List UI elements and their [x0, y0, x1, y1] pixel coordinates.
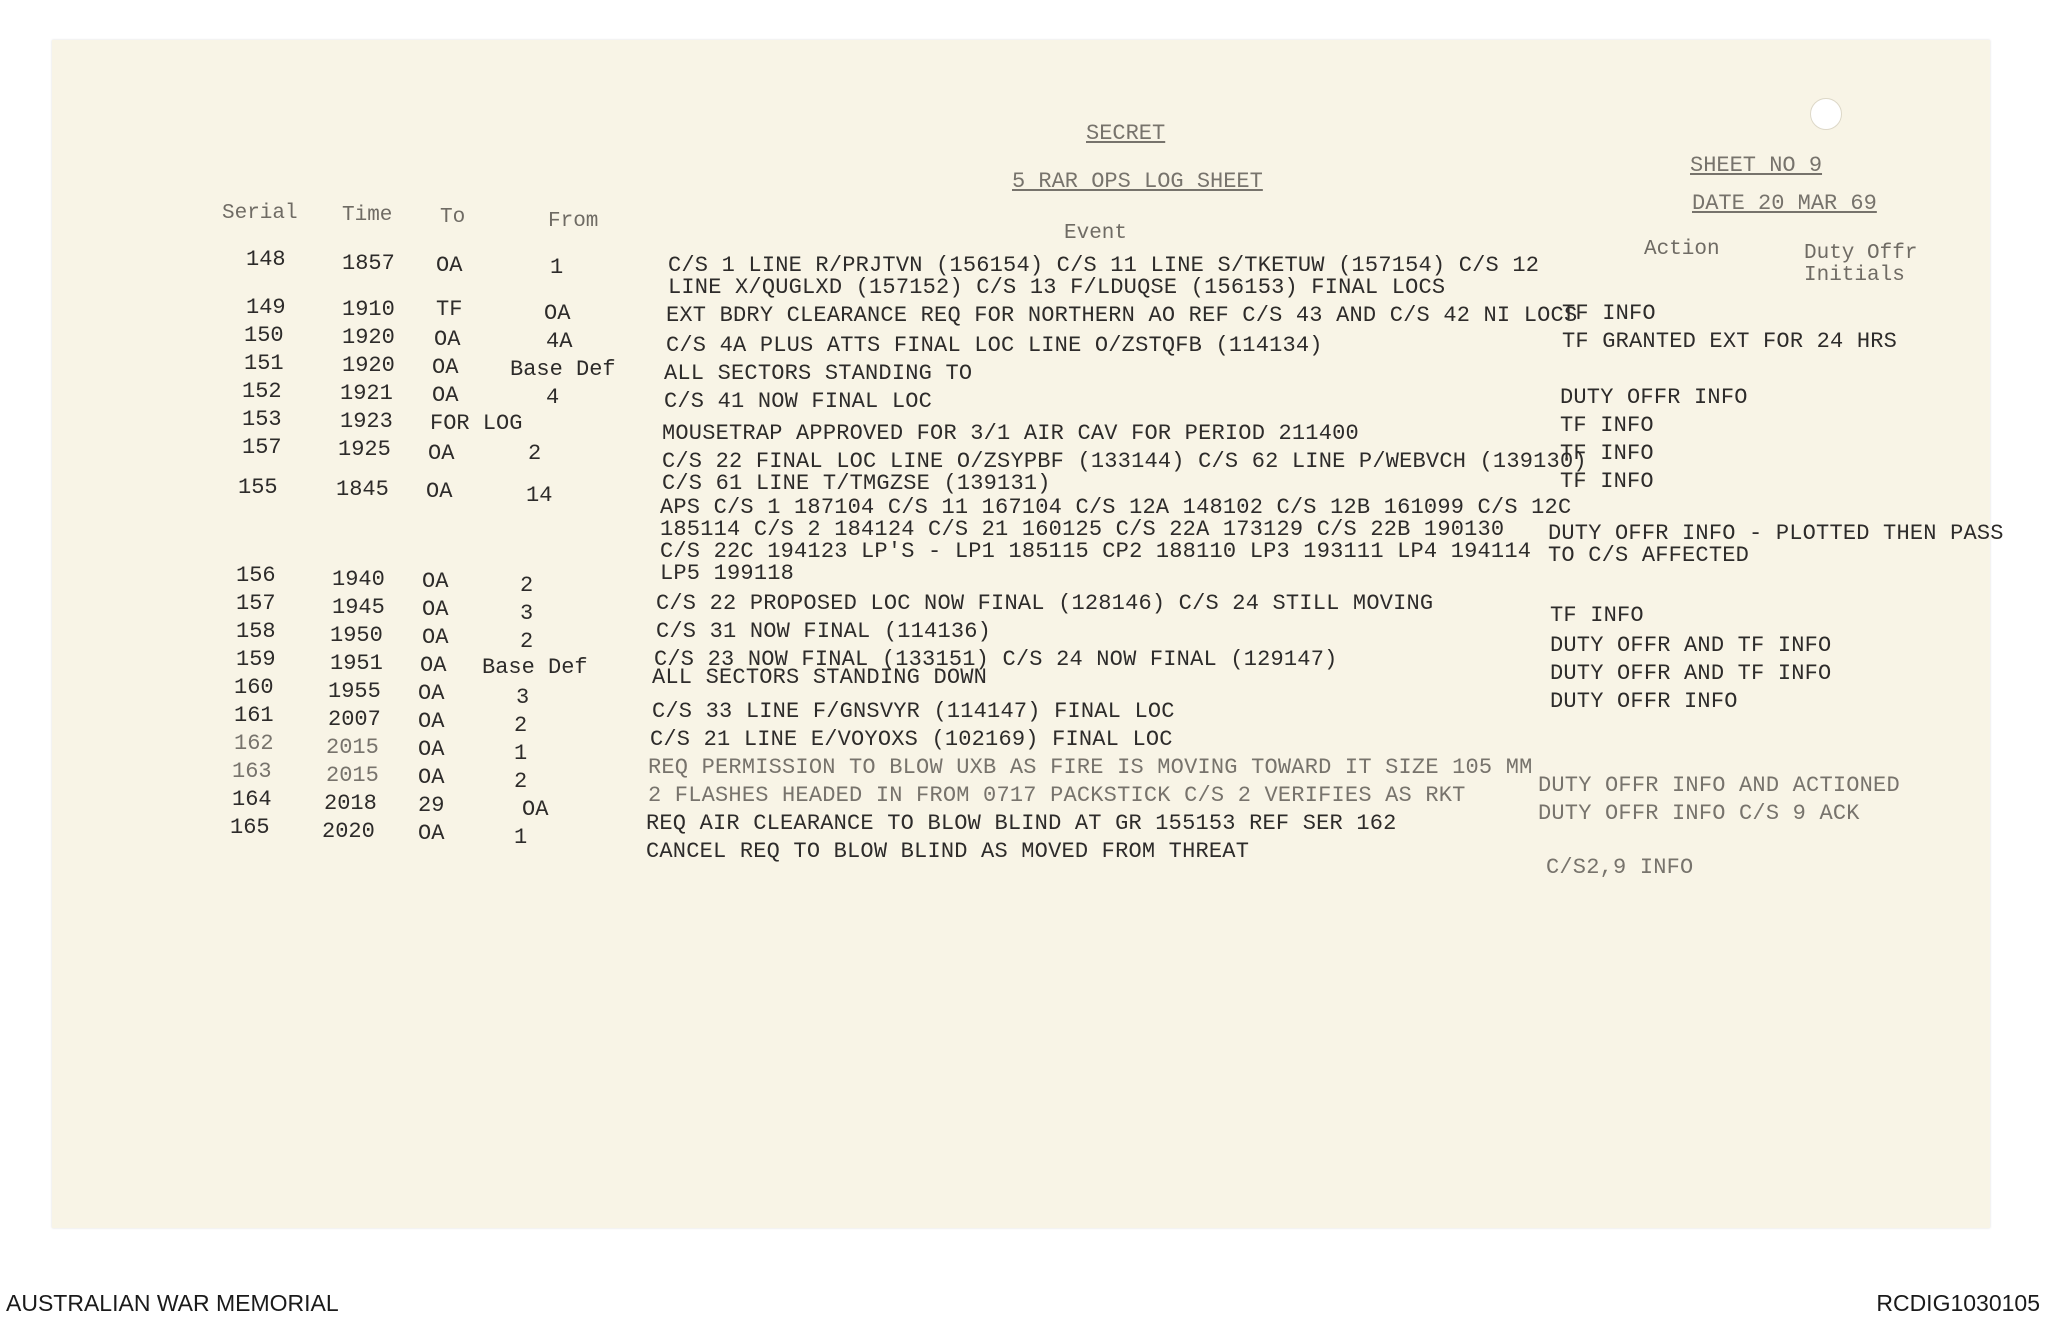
- event-line: C/S 22 PROPOSED LOC NOW FINAL (128146) C/S 24 STILL MOVING: [656, 591, 1434, 616]
- time-cell: 2018: [324, 791, 377, 816]
- to-cell: 29: [418, 793, 445, 818]
- col-header-event: Event: [1064, 222, 1128, 245]
- event-line: C/S 22 FINAL LOC LINE O/ZSYPBF (133144) C/S 62 LINE P/WEBVCH (139130): [662, 449, 1587, 474]
- to-cell: OA: [436, 253, 463, 278]
- col-header-duty-offr-initials: Initials: [1804, 264, 1905, 287]
- footer-archive-name: AUSTRALIAN WAR MEMORIAL: [6, 1290, 339, 1316]
- time-cell: 1921: [340, 381, 393, 406]
- time-cell: 1925: [338, 437, 391, 462]
- from-cell: 3: [520, 601, 534, 626]
- to-cell: OA: [426, 479, 453, 504]
- serial-cell: 161: [234, 703, 274, 728]
- punch-hole: [1810, 98, 1842, 130]
- to-cell: OA: [418, 681, 445, 706]
- serial-cell: 165: [230, 815, 270, 840]
- to-cell: OA: [418, 765, 445, 790]
- time-cell: 1857: [342, 251, 395, 276]
- action-line: C/S2,9 INFO: [1546, 855, 1694, 880]
- serial-cell: 148: [246, 247, 286, 272]
- from-cell: Base Def: [510, 357, 616, 382]
- from-cell: 14: [526, 483, 553, 508]
- event-line: C/S 31 NOW FINAL (114136): [656, 619, 992, 644]
- action-line: TF INFO: [1560, 441, 1654, 466]
- serial-cell: 155: [238, 475, 278, 500]
- action-line: DUTY OFFR INFO AND ACTIONED: [1538, 773, 1900, 798]
- event-line: 2 FLASHES HEADED IN FROM 0717 PACKSTICK C/S 2 VERIFIES AS RKT: [648, 783, 1466, 808]
- time-cell: 1845: [336, 477, 389, 502]
- time-cell: 1923: [340, 409, 393, 434]
- from-cell: 4: [546, 385, 560, 410]
- event-line: LINE X/QUGLXD (157152) C/S 13 F/LDUQSE (156153) FINAL LOCS: [668, 275, 1446, 300]
- sheet-number: SHEET NO 9: [1690, 153, 1823, 178]
- to-cell: OA: [428, 441, 455, 466]
- to-cell: OA: [434, 327, 461, 352]
- event-line: C/S 41 NOW FINAL LOC: [664, 389, 933, 414]
- event-line: EXT BDRY CLEARANCE REQ FOR NORTHERN AO REF C/S 43 AND C/S 42 NI LOCS: [666, 303, 1578, 328]
- serial-cell: 164: [232, 787, 272, 812]
- action-line: DUTY OFFR INFO: [1560, 385, 1748, 410]
- from-cell: OA: [544, 301, 571, 326]
- to-cell: OA: [422, 625, 449, 650]
- to-cell: OA: [418, 821, 445, 846]
- classification-label: SECRET: [1086, 121, 1166, 146]
- serial-cell: 151: [244, 351, 284, 376]
- action-line: TF INFO: [1560, 413, 1654, 438]
- from-cell: 4A: [546, 329, 573, 354]
- to-cell: OA: [420, 653, 447, 678]
- action-line: TF GRANTED EXT FOR 24 HRS: [1562, 329, 1898, 354]
- event-line: C/S 21 LINE E/VOYOXS (102169) FINAL LOC: [650, 727, 1173, 752]
- from-cell: 2: [514, 769, 528, 794]
- time-cell: 2015: [326, 763, 379, 788]
- time-cell: 1955: [328, 679, 381, 704]
- log-sheet-paper: [52, 40, 2004, 1228]
- time-cell: 1951: [330, 651, 383, 676]
- serial-cell: 159: [236, 647, 276, 672]
- serial-cell: 157: [242, 435, 282, 460]
- serial-cell: 152: [242, 379, 282, 404]
- serial-cell: 150: [244, 323, 284, 348]
- event-line: C/S 33 LINE F/GNSVYR (114147) FINAL LOC: [652, 699, 1175, 724]
- time-cell: 1945: [332, 595, 385, 620]
- event-line: ALL SECTORS STANDING TO: [664, 361, 973, 386]
- event-line: C/S 61 LINE T/TMGZSE (139131): [662, 471, 1051, 496]
- from-cell: 1: [550, 255, 564, 280]
- event-line: LP5 199118: [660, 561, 795, 586]
- event-line: APS C/S 1 187104 C/S 11 167104 C/S 12A 148102 C/S 12B 161099 C/S 12C: [660, 495, 1572, 520]
- action-line: TF INFO: [1550, 603, 1644, 628]
- serial-cell: 163: [232, 759, 272, 784]
- event-line: CANCEL REQ TO BLOW BLIND AS MOVED FROM THREAT: [646, 839, 1250, 864]
- to-cell: FOR LOG: [430, 411, 523, 436]
- event-line: REQ PERMISSION TO BLOW UXB AS FIRE IS MOVING TOWARD IT SIZE 105 MM: [648, 755, 1533, 780]
- col-header-from: From: [548, 210, 599, 233]
- serial-cell: 157: [236, 591, 276, 616]
- serial-cell: 156: [236, 563, 276, 588]
- time-cell: 1950: [330, 623, 383, 648]
- time-cell: 1920: [342, 353, 395, 378]
- time-cell: 2007: [328, 707, 381, 732]
- from-cell: 1: [514, 741, 528, 766]
- from-cell: 2: [514, 713, 528, 738]
- from-cell: 2: [520, 573, 534, 598]
- event-line: ALL SECTORS STANDING DOWN: [652, 665, 988, 690]
- time-cell: 2020: [322, 819, 375, 844]
- action-line: DUTY OFFR INFO C/S 9 ACK: [1538, 801, 1860, 826]
- col-header-time: Time: [342, 204, 393, 227]
- event-line: C/S 1 LINE R/PRJTVN (156154) C/S 11 LINE S/TKETUW (157154) C/S 12: [668, 253, 1540, 278]
- sheet-date: DATE 20 MAR 69: [1692, 191, 1877, 216]
- action-line: DUTY OFFR AND TF INFO: [1550, 661, 1832, 686]
- serial-cell: 162: [234, 731, 274, 756]
- to-cell: OA: [418, 737, 445, 762]
- event-line: C/S 23 NOW FINAL (133151) C/S 24 NOW FINAL (129147): [654, 647, 1338, 672]
- from-cell: 1: [514, 825, 528, 850]
- from-cell: OA: [522, 797, 549, 822]
- time-cell: 1920: [342, 325, 395, 350]
- to-cell: OA: [422, 597, 449, 622]
- from-cell: 2: [520, 629, 534, 654]
- event-line: MOUSETRAP APPROVED FOR 3/1 AIR CAV FOR PERIOD 211400: [662, 421, 1359, 446]
- action-line: DUTY OFFR INFO: [1550, 689, 1738, 714]
- to-cell: TF: [436, 297, 463, 322]
- time-cell: 1910: [342, 297, 395, 322]
- from-cell: 3: [516, 685, 530, 710]
- serial-cell: 160: [234, 675, 274, 700]
- to-cell: OA: [418, 709, 445, 734]
- event-line: REQ AIR CLEARANCE TO BLOW BLIND AT GR 155153 REF SER 162: [646, 811, 1397, 836]
- action-line: TO C/S AFFECTED: [1548, 543, 1750, 568]
- serial-cell: 158: [236, 619, 276, 644]
- event-line: 185114 C/S 2 184124 C/S 21 160125 C/S 22A 173129 C/S 22B 190130: [660, 517, 1505, 542]
- time-cell: 1940: [332, 567, 385, 592]
- action-line: TF INFO: [1560, 469, 1654, 494]
- time-cell: 2015: [326, 735, 379, 760]
- footer-record-id: RCDIG1030105: [1876, 1290, 2040, 1316]
- to-cell: OA: [432, 355, 459, 380]
- col-header-serial: Serial: [222, 202, 298, 225]
- col-header-to: To: [440, 206, 466, 229]
- from-cell: Base Def: [482, 655, 588, 680]
- col-header-action: Action: [1644, 238, 1720, 261]
- col-header-duty-offr: Duty Offr: [1804, 242, 1918, 265]
- action-line: DUTY OFFR INFO - PLOTTED THEN PASS: [1548, 521, 2004, 546]
- action-line: DUTY OFFR AND TF INFO: [1550, 633, 1832, 658]
- from-cell: 2: [528, 441, 542, 466]
- to-cell: OA: [432, 383, 459, 408]
- to-cell: OA: [422, 569, 449, 594]
- document-title: 5 RAR OPS LOG SHEET: [1012, 169, 1263, 194]
- action-line: TF INFO: [1562, 301, 1656, 326]
- serial-cell: 149: [246, 295, 286, 320]
- serial-cell: 153: [242, 407, 282, 432]
- event-line: C/S 22C 194123 LP'S - LP1 185115 CP2 188110 LP3 193111 LP4 194114: [660, 539, 1532, 564]
- event-line: C/S 4A PLUS ATTS FINAL LOC LINE O/ZSTQFB (114134): [666, 333, 1323, 358]
